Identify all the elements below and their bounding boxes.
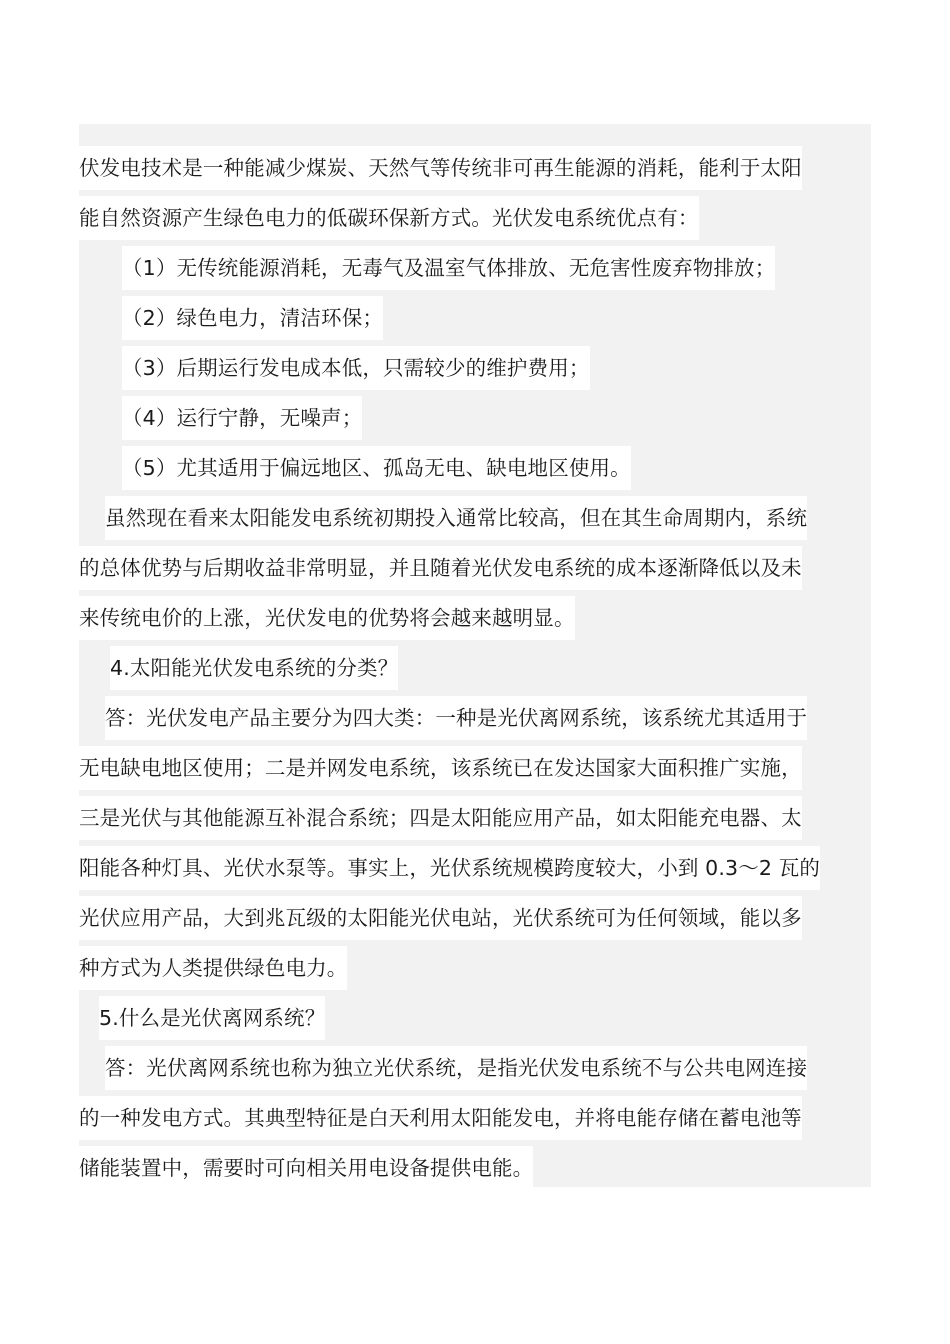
text-span: 光伏应用产品，大到兆瓦级的太阳能光伏电站，光伏系统可为任何领域，能以多 <box>79 896 802 940</box>
text-line <box>79 146 802 190</box>
text-span: 5.什么是光伏离网系统？ <box>99 996 325 1040</box>
text-line <box>79 746 802 790</box>
text-span: 来传统电价的上涨，光伏发电的优势将会越来越明显。 <box>79 596 575 640</box>
text-span: 种方式为人类提供绿色电力。 <box>79 946 347 990</box>
text-line <box>79 496 807 540</box>
text-span: （4）运行宁静，无噪声； <box>122 396 362 440</box>
text-line <box>79 1146 533 1190</box>
text-span: （2）绿色电力，清洁环保； <box>122 296 383 340</box>
text-line <box>79 596 575 640</box>
text-span: 三是光伏与其他能源互补混合系统；四是太阳能应用产品，如太阳能充电器、太 <box>79 796 802 840</box>
text-line <box>79 946 347 990</box>
text-span: 虽然现在看来太阳能发电系统初期投入通常比较高，但在其生命周期内，系统 <box>105 496 807 540</box>
text-line <box>79 546 802 590</box>
text-span: （1）无传统能源消耗，无毒气及温室气体排放、无危害性废弃物排放； <box>122 246 775 290</box>
list-item <box>79 396 362 440</box>
list-item <box>79 296 383 340</box>
text-span: 的总体优势与后期收益非常明显，并且随着光伏发电系统的成本逐渐降低以及未 <box>79 546 802 590</box>
text-span: 答：光伏发电产品主要分为四大类：一种是光伏离网系统，该系统尤其适用于 <box>105 696 807 740</box>
text-span: 4.太阳能光伏发电系统的分类？ <box>110 646 398 690</box>
section-heading <box>79 996 325 1040</box>
text-line <box>79 796 802 840</box>
text-span: 储能装置中，需要时可向相关用电设备提供电能。 <box>79 1146 533 1190</box>
list-item <box>79 246 775 290</box>
text-line <box>79 896 802 940</box>
section-heading <box>79 646 398 690</box>
text-span: （5）尤其适用于偏远地区、孤岛无电、缺电地区使用。 <box>122 446 631 490</box>
text-line <box>79 1096 802 1140</box>
list-item <box>79 346 590 390</box>
text-line <box>79 1046 807 1090</box>
text-span: 无电缺电地区使用；二是并网发电系统，该系统已在发达国家大面积推广实施， <box>79 746 802 790</box>
text-span: 的一种发电方式。其典型特征是白天利用太阳能发电，并将电能存储在蓄电池等 <box>79 1096 802 1140</box>
text-line <box>79 696 807 740</box>
text-span: 能自然资源产生绿色电力的低碳环保新方式。光伏发电系统优点有： <box>79 196 699 240</box>
text-line <box>79 846 820 890</box>
text-span: 阳能各种灯具、光伏水泵等。事实上，光伏系统规模跨度较大，小到 0.3～2 瓦的 <box>79 846 820 890</box>
list-item <box>79 446 631 490</box>
text-line <box>79 196 699 240</box>
text-span: （3）后期运行发电成本低，只需较少的维护费用； <box>122 346 590 390</box>
text-span: 答：光伏离网系统也称为独立光伏系统，是指光伏发电系统不与公共电网连接 <box>105 1046 807 1090</box>
text-span: 伏发电技术是一种能减少煤炭、天然气等传统非可再生能源的消耗，能利于太阳 <box>79 146 802 190</box>
